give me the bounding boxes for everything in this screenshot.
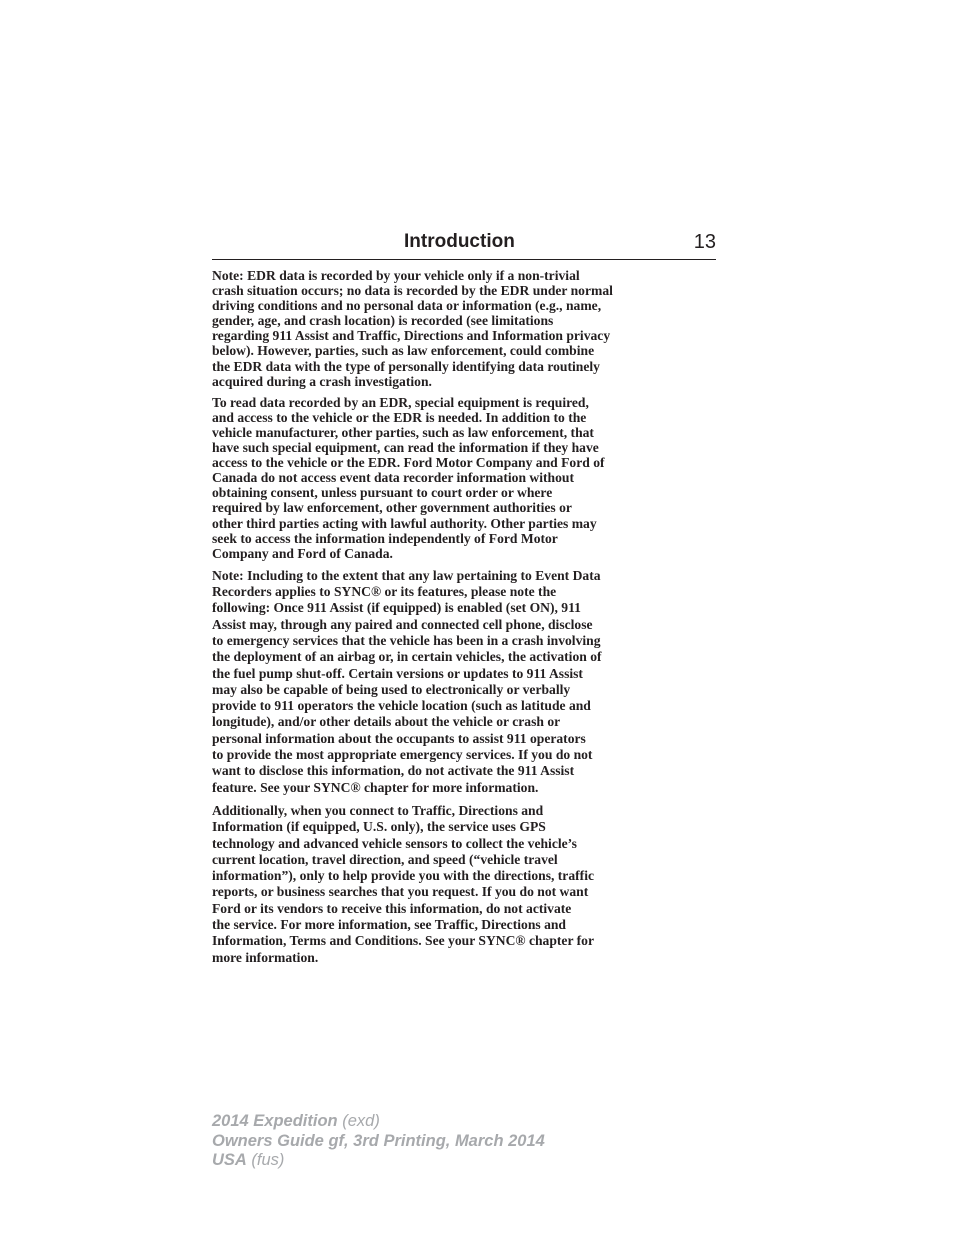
text-line: obtaining consent, unless pursuant to court order or where	[212, 485, 553, 501]
text-line: Additionally, when you connect to Traffic, Directions and	[212, 802, 544, 818]
footer-line-model	[212, 1112, 545, 1132]
text-line: more information.	[212, 949, 319, 965]
text-line: may also be capable of being used to electronically or verbally	[212, 681, 571, 697]
text-line: Note: Including to the extent that any law pertaining to Event Data	[212, 567, 601, 583]
text-line: regarding 911 Assist and Traffic, Directions and Information privacy	[212, 328, 611, 344]
footer-model-code: (exd)	[337, 1112, 380, 1130]
text-line: information”), only to help provide you with the directions, traffic	[212, 868, 594, 884]
footer-region-name: USA	[212, 1151, 247, 1169]
paragraph-edr-note	[212, 268, 716, 389]
text-line: Company and Ford of Canada.	[212, 545, 393, 561]
text-line: Recorders applies to SYNC® or its features, please note the	[212, 584, 557, 600]
footer-line-region	[212, 1151, 545, 1171]
text-line: the deployment of an airbag or, in certain vehicles, the activation of	[212, 649, 602, 665]
paragraph-read-edr-data	[212, 395, 716, 561]
page-number: 13	[693, 231, 716, 253]
text-line: seek to access the information independently of Ford Motor	[212, 530, 558, 546]
text-line: have such special equipment, can read the information if they have	[212, 440, 599, 456]
text-line: other third parties acting with lawful authority. Other parties may	[212, 515, 597, 531]
text-line: reports, or business searches that you request. If you do not want	[212, 884, 589, 900]
text-line: Canada do not access event data recorder information without	[212, 470, 574, 486]
text-line: acquired during a crash investigation.	[212, 373, 432, 389]
text-line: Ford or its vendors to receive this information, do not activate	[212, 900, 572, 916]
text-line: crash situation occurs; no data is recorded by the EDR under normal	[212, 283, 613, 299]
paragraph-sync-911-note	[212, 568, 716, 796]
text-line: the EDR data with the type of personally identifying data routinely	[212, 358, 600, 374]
text-line: the service. For more information, see Traffic, Directions and	[212, 917, 566, 933]
text-line: technology and advanced vehicle sensors to collect the vehicle’s	[212, 835, 577, 851]
text-line: Assist may, through any paired and connected cell phone, disclose	[212, 616, 593, 632]
text-line: and access to the vehicle or the EDR is needed. In addition to the	[212, 409, 587, 425]
page-header	[212, 228, 716, 260]
text-line: access to the vehicle or the EDR. Ford Motor Company and Ford of	[212, 455, 605, 471]
text-line: the fuel pump shut-off. Certain versions or updates to 911 Assist	[212, 665, 583, 681]
text-line: Information (if equipped, U.S. only), the service uses GPS	[212, 819, 546, 835]
text-line: following: Once 911 Assist (if equipped) is enabled (set ON), 911	[212, 600, 581, 616]
text-line: driving conditions and no personal data or information (e.g., name,	[212, 298, 602, 314]
text-line: personal information about the occupants to assist 911 operators	[212, 730, 586, 746]
text-line: required by law enforcement, other government authorities or	[212, 500, 572, 516]
text-line: longitude), and/or other details about the vehicle or crash or	[212, 714, 561, 730]
section-title: Introduction	[404, 231, 515, 252]
text-line: vehicle manufacturer, other parties, such as law enforcement, that	[212, 424, 594, 440]
text-line: below). However, parties, such as law enforcement, could combine	[212, 343, 595, 359]
footer-model-name: 2014 Expedition	[212, 1112, 338, 1130]
text-line: To read data recorded by an EDR, special equipment is required,	[212, 394, 589, 410]
text-line: gender, age, and crash location) is recorded (see limitations	[212, 313, 554, 329]
paragraph-traffic-directions	[212, 803, 716, 966]
text-line: to emergency services that the vehicle has been in a crash involving	[212, 632, 601, 648]
text-line: want to disclose this information, do not activate the 911 Assist	[212, 763, 575, 779]
text-line: to provide the most appropriate emergency services. If you do not	[212, 747, 593, 763]
body-text	[212, 268, 716, 966]
text-line: current location, travel direction, and speed (“vehicle travel	[212, 851, 558, 867]
text-line: provide to 911 operators the vehicle location (such as latitude and	[212, 698, 591, 714]
footer-region-code: (fus)	[246, 1151, 285, 1169]
footer-line-printing: Owners Guide gf, 3rd Printing, March 2014	[212, 1131, 545, 1150]
text-line: feature. See your SYNC® chapter for more information.	[212, 779, 539, 795]
page-footer	[212, 1112, 545, 1171]
text-line: Note: EDR data is recorded by your vehicle only if a non-trivial	[212, 268, 580, 283]
text-line: Information, Terms and Conditions. See your SYNC® chapter for	[212, 933, 594, 949]
